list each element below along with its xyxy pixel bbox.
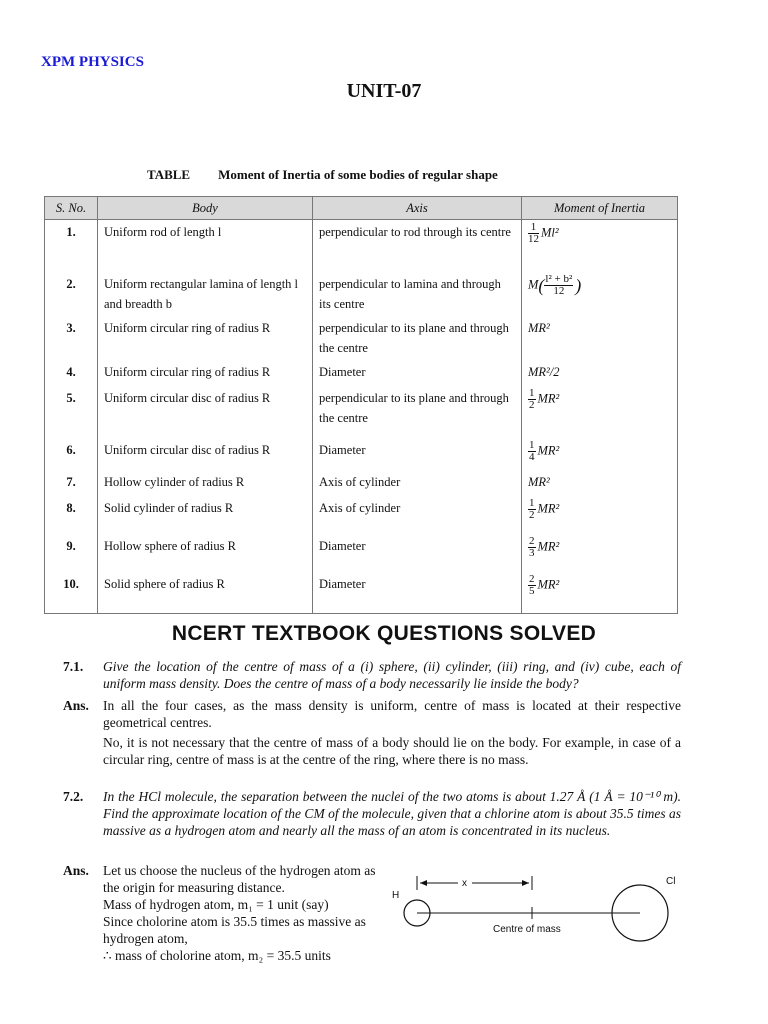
- cell-body: Uniform rod of length l: [98, 220, 313, 272]
- answer-7-1: [63, 697, 681, 768]
- cell-moi: MR²: [522, 316, 678, 360]
- cell-body: Uniform rectangular lamina of length l and breadth b: [98, 272, 313, 316]
- question-label: 7.2.: [63, 789, 84, 804]
- answer-paragraph: In all the four cases, as the mass density is uniform, centre of mass is located at their respective geometrical centres.: [103, 698, 681, 730]
- cell-axis: perpendicular to its plane and through the centre: [313, 386, 522, 438]
- cell-sno: 4.: [45, 360, 98, 386]
- cell-body: Solid sphere of radius R: [98, 572, 313, 614]
- cell-axis: Axis of cylinder: [313, 496, 522, 534]
- hydrogen-label: H: [392, 890, 400, 901]
- answer-line: Let us choose the nucleus of the hydrogen atom as the origin for measuring distance.: [103, 863, 376, 895]
- frac-den: 12: [528, 233, 539, 245]
- cell-sno: 3.: [45, 316, 98, 360]
- cell-axis: Diameter: [313, 534, 522, 572]
- caption-label: TABLE: [147, 167, 191, 182]
- cell-sno: 8.: [45, 496, 98, 534]
- table-row: [45, 360, 678, 386]
- question-text: Give the location of the centre of mass of a (i) sphere, (ii) cylinder, (iii) ring, and (iv) cube, each of uniform mass density. Does the centre of mass of a body necessarily lie inside the body?: [103, 659, 681, 691]
- table-row: [45, 438, 678, 470]
- table-row: [45, 572, 678, 614]
- frac-den: 5: [529, 584, 535, 597]
- col-header-body: Body: [98, 197, 313, 220]
- moi-prefix: M: [528, 276, 539, 291]
- cell-axis: perpendicular to its plane and through the centre: [313, 316, 522, 360]
- table-row: [45, 386, 678, 438]
- arrow-right-icon: [522, 880, 529, 886]
- answer-line: Since cholorine atom is 35.5 times as massive as hydrogen atom,: [103, 914, 366, 946]
- cell-sno: 5.: [45, 386, 98, 438]
- table-row: [45, 272, 678, 316]
- cell-body: Hollow sphere of radius R: [98, 534, 313, 572]
- hcl-diagram: [390, 868, 690, 978]
- distance-label: x: [462, 878, 467, 889]
- cell-axis: perpendicular to rod through its centre: [313, 220, 522, 272]
- table-row: [45, 220, 678, 272]
- moi-expr: MR²: [537, 500, 560, 515]
- frac-num: 1: [529, 438, 535, 451]
- cell-sno: 7.: [45, 470, 98, 496]
- frac-den: 4: [529, 450, 535, 463]
- cell-body: Hollow cylinder of radius R: [98, 470, 313, 496]
- cell-axis: Diameter: [313, 438, 522, 470]
- cell-axis: Diameter: [313, 572, 522, 614]
- cell-moi: [522, 220, 678, 272]
- col-header-moi: Moment of Inertia: [522, 197, 678, 220]
- question-7-1: [63, 658, 681, 692]
- col-header-axis: Axis: [313, 197, 522, 220]
- frac-num: 1: [528, 222, 539, 234]
- cell-body: Uniform circular disc of radius R: [98, 386, 313, 438]
- moi-expr: MR²: [537, 390, 560, 405]
- table-row: [45, 470, 678, 496]
- answer-paragraph: No, it is not necessary that the centre of mass of a body should lie on the body. For example, in case of a circular ring, centre of mass is at the centre of the ring, where there is no mass.: [103, 735, 681, 767]
- cell-moi: [522, 496, 678, 534]
- answer-7-2: [63, 862, 393, 964]
- cell-sno: 6.: [45, 438, 98, 470]
- cell-moi: [522, 438, 678, 470]
- answer-line: Mass of hydrogen atom, m₁ = 1 unit (say): [103, 897, 329, 912]
- answer-label: Ans.: [63, 863, 89, 878]
- frac-num: 1: [529, 496, 535, 509]
- table-row: [45, 316, 678, 360]
- chlorine-label: Cl: [666, 876, 676, 887]
- frac-num: 2: [529, 572, 535, 585]
- answer-line: ∴ mass of cholorine atom, m₂ = 35.5 units: [103, 948, 331, 963]
- cell-moi: MR²/2: [522, 360, 678, 386]
- cell-body: Uniform circular disc of radius R: [98, 438, 313, 470]
- centre-of-mass-label: Centre of mass: [493, 924, 561, 935]
- caption-title: Moment of Inertia of some bodies of regular shape: [218, 167, 498, 182]
- table-row: [45, 496, 678, 534]
- cell-sno: 10.: [45, 572, 98, 614]
- cell-sno: 1.: [45, 220, 98, 272]
- moi-expr: MR²: [537, 576, 560, 591]
- col-header-sno: S. No.: [45, 197, 98, 220]
- cell-moi: MR²: [522, 470, 678, 496]
- brand-title: XPM PHYSICS: [41, 54, 144, 70]
- frac-den: 12: [553, 284, 565, 297]
- table-caption: [147, 167, 498, 183]
- moi-expr: Ml²: [541, 225, 559, 240]
- unit-title: UNIT-07: [346, 80, 422, 102]
- frac-den: 3: [529, 546, 535, 559]
- cell-axis: perpendicular to lamina and through its centre: [313, 272, 522, 316]
- frac-num: 1: [529, 386, 535, 399]
- arrow-left-icon: [420, 880, 427, 886]
- frac-den: 2: [529, 398, 535, 411]
- frac-den: 2: [529, 508, 535, 521]
- cell-body: Solid cylinder of radius R: [98, 496, 313, 534]
- question-7-2: [63, 788, 681, 839]
- section-heading: NCERT TEXTBOOK QUESTIONS SOLVED: [171, 622, 597, 645]
- question-label: 7.1.: [63, 659, 84, 674]
- cell-axis: Axis of cylinder: [313, 470, 522, 496]
- answer-label: Ans.: [63, 698, 89, 713]
- question-text: In the HCl molecule, the separation between the nuclei of the two atoms is about 1.27 Å (1 Å = 10⁻¹⁰ m). Find the approximate location of the CM of the molecule, given that a chlorine atom is about 35.5 times as massive as a hydrogen atom and nearly all the mass of an atom is concentrated in its nucleus.: [103, 789, 681, 838]
- table-row: [45, 534, 678, 572]
- cell-axis: Diameter: [313, 360, 522, 386]
- cell-sno: 2.: [45, 272, 98, 316]
- cell-body: Uniform circular ring of radius R: [98, 316, 313, 360]
- cell-moi: [522, 534, 678, 572]
- cell-moi: [522, 572, 678, 614]
- cell-moi: M( $\frac{\text{l² + b²}}{12}$ ): [522, 272, 678, 316]
- frac-num: 2: [529, 534, 535, 547]
- cell-moi: [522, 386, 678, 438]
- moment-of-inertia-table: [44, 196, 678, 614]
- cell-body: Uniform circular ring of radius R: [98, 360, 313, 386]
- moi-expr: MR²: [537, 442, 560, 457]
- frac-num: l² + b²: [545, 272, 573, 285]
- cell-sno: 9.: [45, 534, 98, 572]
- moi-expr: MR²: [537, 538, 560, 553]
